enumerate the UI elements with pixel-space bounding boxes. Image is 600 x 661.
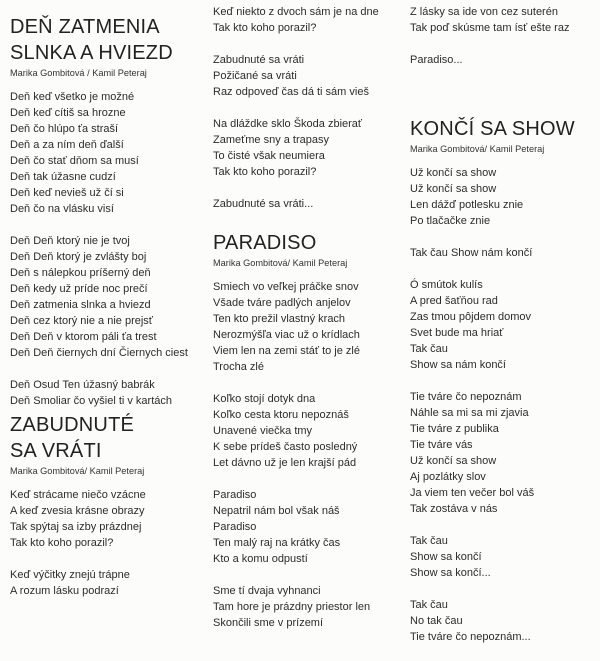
song-credit: Marika Gombitová/ Kamil Peteraj [10,466,145,476]
lyric-line: A rozum lásku podrazí [10,585,119,597]
lyric-line: Deň cez ktorý nie a nie prejsť [10,315,153,327]
song-credit: Marika Gombitová/ Kamil Peteraj [213,258,348,268]
stanza [213,583,403,631]
lyric-line: Tak poď skúsme tam ísť ešte raz [410,22,570,34]
lyric-line: Deň a za ním deň ďalší [10,139,124,151]
lyric-line: Deň s nálepkou príšerný deň [10,267,151,279]
lyric-line: Tak čau [410,343,448,355]
lyric-line: Koľko cesta ktoru nepoznáš [213,409,349,421]
lyric-line: Tie tváre vás [410,439,473,451]
lyric-line: Tak zostáva v nás [410,503,498,515]
song-den-zatmenia [10,14,200,425]
lyric-line: Smiech vo veľkej práčke snov [213,281,359,293]
lyric-line: Tam hore je prázdny priestor len [213,601,371,613]
song-lyrics [10,487,200,599]
song-zabudnute-continued [213,4,403,228]
stanza [410,533,598,581]
lyric-line: Viem len na zemi stáť to je zlé [213,345,360,357]
lyric-line: Tie tváre z publika [410,423,499,435]
lyric-line: Tak čau [410,599,448,611]
stanza [410,245,598,261]
lyric-line: Keď niekto z dvoch sám je na dne [213,6,379,18]
stanza [410,165,598,229]
lyric-line: Skončili sme v prízemí [213,617,324,629]
lyric-line: Let dávno už je len krajší pád [213,457,357,469]
song-zabudnute-sa-vrati [10,412,200,615]
lyric-line: Paradiso [213,521,257,533]
stanza [10,377,200,409]
lyric-line: Ó smútok kulís [410,279,483,291]
lyric-line: Aj pozlátky slov [410,471,486,483]
lyric-line: A pred šaťňou rad [410,295,498,307]
lyric-line: Sme tí dvaja vyhnanci [213,585,321,597]
song-credit: Marika Gombitová/ Kamil Peteraj [410,144,545,154]
song-lyrics [213,4,403,212]
lyric-line: Svet bude ma hriať [410,327,504,339]
stanza [213,52,403,100]
lyric-line: To čisté však neumiera [213,150,325,162]
lyric-line: Náhle sa mi sa mi zjavia [410,407,529,419]
stanza [410,277,598,373]
song-lyrics [410,4,598,68]
lyric-line: Tak kto koho porazil? [213,166,317,178]
lyric-line: Deň čo na vlásku visí [10,203,114,215]
lyric-line: Deň kedy už príde noc prečí [10,283,148,295]
lyric-line: Z lásky sa ide von cez suterén [410,6,558,18]
lyric-line: Tak čau [410,535,448,547]
lyric-line: Trocha zlé [213,361,264,373]
stanza [213,4,403,36]
lyric-line: Tie tváre čo nepoznám... [410,631,531,643]
stanza [213,196,403,212]
lyric-line: Unavené viečka tmy [213,425,313,437]
lyric-line: Po tlačačke znie [410,215,491,227]
stanza [410,597,598,645]
lyric-line: Tak čau Show nám končí [410,247,533,259]
stanza [213,279,403,375]
lyric-line: Deň tak úžasne cudzí [10,171,116,183]
song-credit: Marika Gombitová / Kamil Peteraj [10,68,147,78]
lyric-line: Deň čo hlúpo ťa straší [10,123,119,135]
lyric-line: Deň čo stať dňom sa musí [10,155,139,167]
lyric-line: Paradiso [213,489,257,501]
stanza [410,52,598,68]
lyric-line: Deň Osud Ten úžasný babrák [10,379,155,391]
song-title: PARADISO [213,232,317,254]
song-lyrics [213,279,403,631]
lyric-line: Na dláždke sklo Škoda zbierať [213,118,363,130]
stanza [10,233,200,361]
lyric-line: Deň keď cítiš sa hrozne [10,107,126,119]
lyric-line: Deň Deň ktorý nie je tvoj [10,235,130,247]
stanza [10,89,200,217]
lyric-line: Ja viem ten večer bol váš [410,487,535,499]
song-paradiso [213,230,403,647]
lyric-line: Show sa končí [410,551,482,563]
lyric-line: A keď zvesia krásne obrazy [10,505,145,517]
song-konci-sa-show [410,116,598,661]
lyric-line: Koľko stojí dotyk dna [213,393,316,405]
song-title: KONČÍ SA SHOW [410,118,575,140]
lyric-line: Keď výčitky znejú trápne [10,569,130,581]
lyric-line: Nepatril nám bol však náš [213,505,340,517]
lyric-line: Tak kto koho porazil? [10,537,114,549]
stanza [213,116,403,180]
lyric-line: Show sa končí... [410,567,491,579]
lyric-line: Tak spýtaj sa izby prázdnej [10,521,142,533]
lyric-line: Kto a komu odpustí [213,553,308,565]
song-title: ZABUDNUTÉ SA VRÁTI [10,414,135,462]
lyric-line: Zabudnuté sa vráti [213,54,305,66]
lyric-line: Už končí sa show [410,167,497,179]
stanza [410,4,598,36]
stanza [10,567,200,599]
lyric-line: Deň zatmenia slnka a hviezd [10,299,151,311]
song-lyrics [10,89,200,409]
lyric-line: Show sa nám končí [410,359,506,371]
lyric-line: Všade tváre padlých anjelov [213,297,351,309]
lyric-line: Ten malý raj na krátky čas [213,537,341,549]
lyric-line: Tak kto koho porazil? [213,22,317,34]
lyric-line: Paradiso... [410,54,463,66]
stanza [213,391,403,471]
lyric-line: Zameťme sny a trapasy [213,134,329,146]
lyric-line: Raz odpoveď čas dá ti sám vieš [213,86,369,98]
lyric-line: Nerozmýšľa viac už o krídlach [213,329,360,341]
lyric-line: Už končí sa show [410,183,497,195]
lyric-line: Už končí sa show [410,455,497,467]
song-title: DEŇ ZATMENIA SLNKA A HVIEZD [10,16,173,64]
stanza [213,487,403,567]
lyric-line: Deň keď nevieš už čí si [10,187,124,199]
lyric-line: K sebe prídeš často posledný [213,441,358,453]
lyric-line: Deň Deň v ktorom páli ťa trest [10,331,157,343]
lyric-line: No tak čau [410,615,463,627]
lyric-line: Len dážď potlesku znie [410,199,524,211]
lyric-line: Deň Deň ktorý je zvlášty boj [10,251,147,263]
song-paradiso-continued [410,4,598,84]
lyric-line: Zabudnuté sa vráti... [213,198,314,210]
lyric-line: Deň keď všetko je možné [10,91,135,103]
stanza [10,487,200,551]
lyric-line: Deň Deň čiernych dní Čiernych ciest [10,347,188,359]
lyric-line: Ten kto prežil vlastný krach [213,313,346,325]
lyric-line: Deň Smoliar čo vyšiel ti v kartách [10,395,172,407]
lyric-line: Tie tváre čo nepoznám [410,391,522,403]
lyric-line: Zas tmou pôjdem domov [410,311,532,323]
lyric-line: Keď strácame niečo vzácne [10,489,146,501]
lyric-line: Požičané sa vráti [213,70,297,82]
song-lyrics [410,165,598,645]
stanza [410,389,598,517]
